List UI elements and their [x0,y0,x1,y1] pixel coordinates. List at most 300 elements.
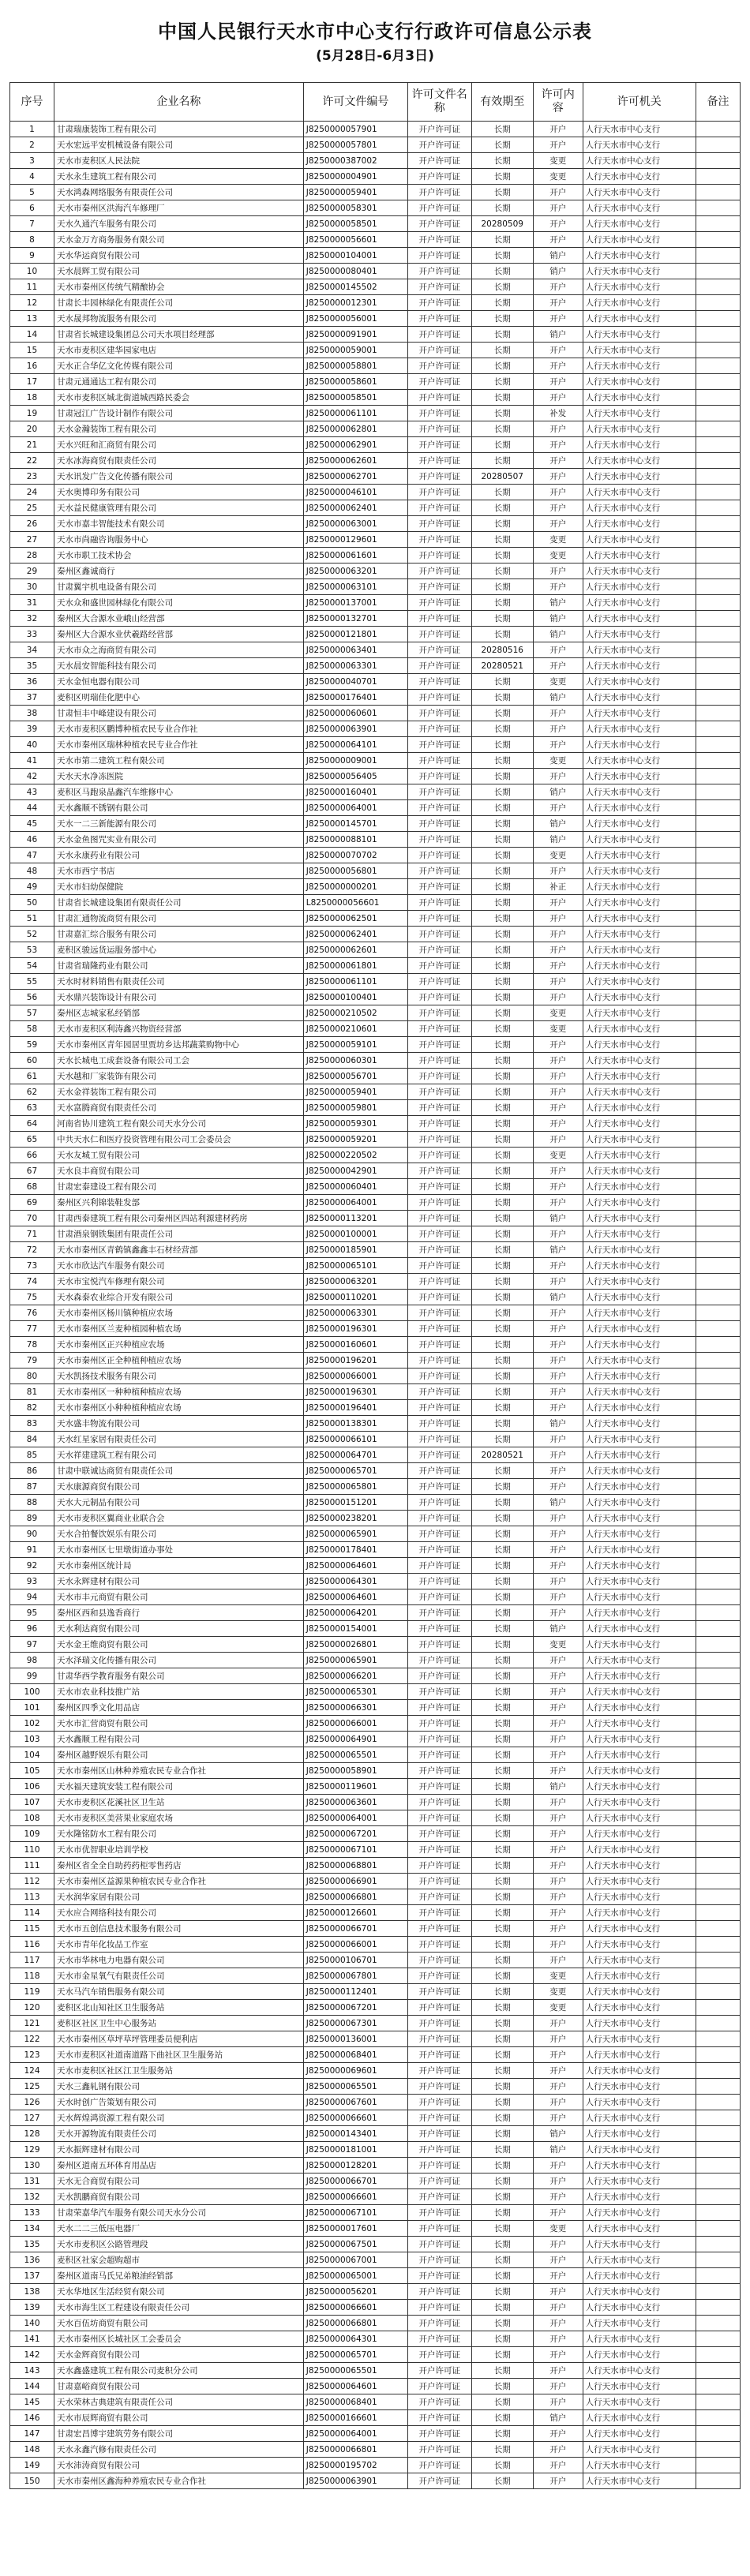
cell-note [696,1810,740,1826]
cell-license-code: J8250000066001 [303,1937,407,1953]
cell-no: 135 [10,2237,54,2252]
cell-no: 92 [10,1558,54,1574]
cell-valid-until: 长期 [471,1163,533,1179]
cell-authority: 人行天水市中心支行 [583,2189,696,2205]
table-row [10,974,741,990]
cell-license-code: J8250000166601 [303,2410,407,2426]
cell-license-name: 开户许可证 [407,1368,471,1384]
cell-no: 6 [10,200,54,216]
cell-license-code: J8250000178401 [303,1542,407,1558]
cell-valid-until: 长期 [471,2000,533,2016]
cell-content: 销户 [533,2126,583,2142]
cell-content: 销户 [533,248,583,264]
cell-license-code: J8250000100001 [303,1226,407,1242]
cell-license-name: 开户许可证 [407,2347,471,2363]
cell-authority: 人行天水市中心支行 [583,453,696,469]
cell-note [696,1400,740,1416]
cell-content: 开户 [533,2095,583,2110]
cell-company: 天水金祥装饰工程有限公司 [54,1084,303,1100]
table-row [10,1447,741,1463]
cell-authority: 人行天水市中心支行 [583,1337,696,1353]
cell-content: 补发 [533,406,583,421]
cell-license-name: 开户许可证 [407,848,471,863]
cell-note [696,611,740,627]
cell-no: 100 [10,1684,54,1700]
cell-license-code: J8250000056601 [303,232,407,248]
cell-company: 天水市麦积区人民法院 [54,153,303,169]
cell-content: 开户 [533,2316,583,2331]
cell-authority: 人行天水市中心支行 [583,1274,696,1290]
table-row [10,1005,741,1021]
cell-no: 79 [10,1353,54,1368]
cell-authority: 人行天水市中心支行 [583,469,696,485]
cell-license-name: 开户许可证 [407,500,471,516]
table-row [10,390,741,406]
cell-company: 秦州区省全全自助药药柜零售药店 [54,1858,303,1874]
cell-valid-until: 长期 [471,1037,533,1053]
cell-license-name: 开户许可证 [407,1874,471,1889]
cell-content: 变更 [533,2000,583,2016]
cell-content: 变更 [533,753,583,769]
cell-license-code: L8250000056601 [303,895,407,911]
cell-company: 天水金鱼图咒实业有限公司 [54,832,303,848]
cell-note [696,1242,740,1258]
cell-note [696,2268,740,2284]
cell-valid-until: 20280516 [471,642,533,658]
cell-valid-until: 长期 [471,2473,533,2489]
cell-no: 123 [10,2047,54,2063]
cell-license-name: 开户许可证 [407,311,471,327]
table-row [10,2000,741,2016]
cell-no: 23 [10,469,54,485]
cell-company: 天水市金星氧气有限责任公司 [54,1968,303,1984]
table-row [10,2300,741,2316]
cell-authority: 人行天水市中心支行 [583,248,696,264]
cell-license-code: J8250000196301 [303,1384,407,1400]
cell-license-name: 开户许可证 [407,1511,471,1526]
page-subtitle: (5月28日-6月3日) [316,48,434,64]
cell-content: 开户 [533,2473,583,2489]
cell-valid-until: 长期 [471,1495,533,1511]
cell-note [696,1921,740,1937]
cell-license-code: J8250000067001 [303,2252,407,2268]
table-row [10,437,741,453]
cell-authority: 人行天水市中心支行 [583,1542,696,1558]
cell-valid-until: 长期 [471,1195,533,1211]
cell-authority: 人行天水市中心支行 [583,279,696,295]
cell-no: 40 [10,737,54,753]
cell-content: 开户 [533,1732,583,1747]
table-row [10,690,741,706]
cell-content: 开户 [533,1589,583,1605]
cell-valid-until: 长期 [471,2158,533,2174]
cell-note [696,2142,740,2158]
cell-authority: 人行天水市中心支行 [583,1384,696,1400]
cell-valid-until: 长期 [471,1984,533,2000]
cell-license-code: J8250000065501 [303,1747,407,1763]
cell-valid-until: 长期 [471,1858,533,1874]
cell-license-name: 开户许可证 [407,185,471,200]
table-row [10,2095,741,2110]
cell-authority: 人行天水市中心支行 [583,1447,696,1463]
cell-no: 107 [10,1795,54,1810]
cell-content: 开户 [533,642,583,658]
cell-license-code: J8250000063201 [303,1274,407,1290]
cell-no: 80 [10,1368,54,1384]
cell-no: 42 [10,769,54,784]
cell-company: 天水市秦州区洪海汽车修理厂 [54,200,303,216]
cell-license-name: 开户许可证 [407,1163,471,1179]
cell-company: 秦州区四季文化用品店 [54,1700,303,1716]
cell-no: 30 [10,579,54,595]
cell-no: 78 [10,1337,54,1353]
table-row [10,1400,741,1416]
cell-content: 开户 [533,516,583,532]
cell-authority: 人行天水市中心支行 [583,1432,696,1447]
cell-no: 90 [10,1526,54,1542]
cell-no: 109 [10,1826,54,1842]
cell-content: 开户 [533,2300,583,2316]
cell-content: 开户 [533,863,583,879]
cell-authority: 人行天水市中心支行 [583,232,696,248]
cell-valid-until: 长期 [471,1021,533,1037]
cell-authority: 人行天水市中心支行 [583,800,696,816]
cell-note [696,358,740,374]
cell-company: 天水良丰商贸有限公司 [54,1163,303,1179]
table-row [10,1416,741,1432]
table-row [10,784,741,800]
table-row [10,1874,741,1889]
table-row [10,1637,741,1653]
cell-authority: 人行天水市中心支行 [583,1195,696,1211]
cell-license-code: J8250000056201 [303,2284,407,2300]
table-row [10,832,741,848]
cell-license-code: J8250000060301 [303,1053,407,1069]
table-row [10,169,741,185]
cell-company: 甘肃恒丰中峰建设有限公司 [54,706,303,721]
cell-valid-until: 长期 [471,2300,533,2316]
cell-authority: 人行天水市中心支行 [583,1716,696,1732]
cell-valid-until: 长期 [471,690,533,706]
cell-license-name: 开户许可证 [407,2063,471,2079]
cell-license-code: J8250000064301 [303,1574,407,1589]
cell-valid-until: 长期 [471,611,533,627]
table-row [10,1889,741,1905]
cell-license-code: J8250000064001 [303,1195,407,1211]
cell-no: 20 [10,421,54,437]
cell-license-code: J8250000058601 [303,374,407,390]
cell-license-name: 开户许可证 [407,1621,471,1637]
cell-authority: 人行天水市中心支行 [583,1242,696,1258]
cell-note [696,769,740,784]
table-row [10,1763,741,1779]
cell-content: 开户 [533,1432,583,1447]
table-row [10,453,741,469]
cell-no: 21 [10,437,54,453]
table-row [10,1100,741,1116]
cell-company: 天水市秦州区山林种养殖农民专业合作社 [54,1763,303,1779]
cell-no: 7 [10,216,54,232]
cell-authority: 人行天水市中心支行 [583,2047,696,2063]
cell-valid-until: 长期 [471,863,533,879]
cell-content: 销户 [533,1779,583,1795]
cell-no: 81 [10,1384,54,1400]
cell-license-code: J8250000064201 [303,1605,407,1621]
cell-license-code: J8250000210502 [303,1005,407,1021]
cell-note [696,2095,740,2110]
table-row [10,1589,741,1605]
cell-license-name: 开户许可证 [407,2300,471,2316]
cell-content: 开户 [533,1258,583,1274]
table-row [10,721,741,737]
cell-note [696,1148,740,1163]
cell-valid-until: 长期 [471,1226,533,1242]
cell-valid-until: 长期 [471,1874,533,1889]
cell-license-code: J8250000068401 [303,2047,407,2063]
cell-valid-until: 长期 [471,1479,533,1495]
cell-content: 开户 [533,1447,583,1463]
cell-authority: 人行天水市中心支行 [583,974,696,990]
cell-license-name: 开户许可证 [407,2426,471,2442]
cell-valid-until: 长期 [471,816,533,832]
table-row [10,816,741,832]
cell-content: 开户 [533,1810,583,1826]
cell-no: 111 [10,1858,54,1874]
cell-note [696,927,740,942]
cell-license-code: J8250000063901 [303,721,407,737]
cell-no: 44 [10,800,54,816]
cell-company: 天水市秦州区正兴种植应农场 [54,1337,303,1353]
cell-content: 销户 [533,611,583,627]
cell-license-code: J8250000091901 [303,327,407,343]
cell-license-code: J8250000064901 [303,1732,407,1747]
cell-authority: 人行天水市中心支行 [583,1084,696,1100]
cell-no: 3 [10,153,54,169]
cell-no: 45 [10,816,54,832]
cell-license-name: 开户许可证 [407,1842,471,1858]
cell-note [696,279,740,295]
cell-content: 变更 [533,153,583,169]
table-row [10,1653,741,1668]
cell-no: 143 [10,2363,54,2379]
cell-note [696,390,740,406]
cell-authority: 人行天水市中心支行 [583,1605,696,1621]
cell-license-code: J8250000057901 [303,122,407,137]
cell-company: 天水友城工贸有限公司 [54,1148,303,1163]
cell-license-name: 开户许可证 [407,1274,471,1290]
cell-license-code: J8250000059401 [303,1084,407,1100]
cell-license-name: 开户许可证 [407,2473,471,2489]
cell-license-name: 开户许可证 [407,958,471,974]
cell-company: 天水凯扬技术服务有限公司 [54,1368,303,1384]
cell-content: 销户 [533,1211,583,1226]
cell-license-name: 开户许可证 [407,2110,471,2126]
cell-valid-until: 长期 [471,295,533,311]
table-row [10,264,741,279]
cell-content: 变更 [533,2221,583,2237]
cell-license-name: 开户许可证 [407,863,471,879]
table-row [10,200,741,216]
cell-content: 销户 [533,1242,583,1258]
cell-valid-until: 长期 [471,437,533,453]
page-title: 中国人民银行天水市中心支行行政许可信息公示表 [158,21,592,43]
cell-license-code: J8250000145502 [303,279,407,295]
cell-valid-until: 长期 [471,2442,533,2458]
cell-no: 85 [10,1447,54,1463]
table-row [10,2379,741,2394]
cell-authority: 人行天水市中心支行 [583,2316,696,2331]
cell-license-code: J8250000062401 [303,500,407,516]
cell-license-name: 开户许可证 [407,1337,471,1353]
cell-license-code: J8250000065801 [303,1479,407,1495]
cell-company: 天水市麦积区建华园家电店 [54,343,303,358]
cell-company: 天水金恒电器有限公司 [54,674,303,690]
cell-note [696,1637,740,1653]
cell-license-code: J8250000136001 [303,2031,407,2047]
header-valid-until: 有效期至 [471,83,533,122]
table-row [10,706,741,721]
cell-company: 天水永鑫汽修有限责任公司 [54,2442,303,2458]
cell-note [696,374,740,390]
table-row [10,769,741,784]
cell-note [696,564,740,579]
cell-content: 开户 [533,1384,583,1400]
cell-authority: 人行天水市中心支行 [583,1069,696,1084]
cell-valid-until: 长期 [471,406,533,421]
cell-company: 天水市秦州区正全种植种植应农场 [54,1353,303,1368]
cell-company: 天水祥建建筑工程有限公司 [54,1447,303,1463]
cell-company: 天水市尚融咨询服务中心 [54,532,303,548]
cell-license-code: J8250000066801 [303,1889,407,1905]
cell-no: 108 [10,1810,54,1826]
cell-license-code: J8250000057801 [303,137,407,153]
header-note: 备注 [696,83,740,122]
cell-license-name: 开户许可证 [407,2031,471,2047]
cell-company: 天水一二三新能源有限公司 [54,816,303,832]
cell-valid-until: 长期 [471,532,533,548]
cell-authority: 人行天水市中心支行 [583,406,696,421]
cell-note [696,1037,740,1053]
cell-note [696,1479,740,1495]
cell-license-name: 开户许可证 [407,1668,471,1684]
table-row [10,1968,741,1984]
table-row [10,1463,741,1479]
cell-authority: 人行天水市中心支行 [583,1747,696,1763]
cell-valid-until: 长期 [471,2379,533,2394]
cell-company: 天水正合华亿文化传媒有限公司 [54,358,303,374]
cell-note [696,2221,740,2237]
cell-license-name: 开户许可证 [407,1495,471,1511]
cell-license-name: 开户许可证 [407,1479,471,1495]
cell-note [696,1447,740,1463]
cell-note [696,1132,740,1148]
cell-license-code: J8250000160601 [303,1337,407,1353]
cell-no: 5 [10,185,54,200]
cell-authority: 人行天水市中心支行 [583,2126,696,2142]
cell-license-code: J8250000066601 [303,2110,407,2126]
table-row [10,2174,741,2189]
cell-authority: 人行天水市中心支行 [583,990,696,1005]
cell-content: 开户 [533,1826,583,1842]
cell-license-name: 开户许可证 [407,753,471,769]
cell-valid-until: 长期 [471,343,533,358]
cell-license-code: J8250000119601 [303,1779,407,1795]
cell-license-code: J8250000066801 [303,2442,407,2458]
table-body [10,122,741,2489]
table-row [10,2442,741,2458]
cell-company: 天水冰海商贸有限责任公司 [54,453,303,469]
cell-license-name: 开户许可证 [407,721,471,737]
cell-valid-until: 长期 [471,2347,533,2363]
cell-license-code: J8250000064601 [303,1589,407,1605]
cell-authority: 人行天水市中心支行 [583,185,696,200]
cell-content: 开户 [533,343,583,358]
table-row [10,1542,741,1558]
cell-company: 秦州区大合源水业伏羲路经营部 [54,627,303,642]
table-row [10,500,741,516]
cell-license-code: J8250000058501 [303,390,407,406]
cell-license-code: J8250000137001 [303,595,407,611]
cell-valid-until: 长期 [471,2284,533,2300]
table-row [10,1337,741,1353]
cell-license-code: J8250000066601 [303,2189,407,2205]
cell-authority: 人行天水市中心支行 [583,2252,696,2268]
cell-valid-until: 长期 [471,500,533,516]
cell-valid-until: 长期 [471,990,533,1005]
table-row [10,1132,741,1148]
cell-valid-until: 长期 [471,1463,533,1479]
cell-company: 天水市麦积区公路管理段 [54,2237,303,2252]
cell-content: 开户 [533,706,583,721]
cell-company: 甘肃元通通达工程有限公司 [54,374,303,390]
cell-no: 28 [10,548,54,564]
cell-license-code: J8250000185901 [303,1242,407,1258]
cell-no: 47 [10,848,54,863]
cell-valid-until: 长期 [471,2221,533,2237]
cell-no: 142 [10,2347,54,2363]
cell-company: 天水益民健康管理有限公司 [54,500,303,516]
cell-note [696,895,740,911]
cell-company: 天水泽瑞文化传播有限公司 [54,1653,303,1668]
cell-content: 开户 [533,1305,583,1321]
cell-authority: 人行天水市中心支行 [583,1258,696,1274]
cell-company: 甘肃省长城建设集团有限责任公司 [54,895,303,911]
cell-license-code: J8250000062601 [303,453,407,469]
cell-license-code: J8250000067201 [303,2000,407,2016]
cell-license-name: 开户许可证 [407,2410,471,2426]
cell-no: 77 [10,1321,54,1337]
cell-authority: 人行天水市中心支行 [583,485,696,500]
cell-content: 开户 [533,2458,583,2473]
cell-no: 50 [10,895,54,911]
cell-no: 2 [10,137,54,153]
cell-company: 麦积区社家会超购超市 [54,2252,303,2268]
cell-company: 天水辉煌鸿资源工程有限公司 [54,2110,303,2126]
cell-note [696,721,740,737]
cell-no: 112 [10,1874,54,1889]
table-row [10,122,741,137]
cell-content: 开户 [533,564,583,579]
cell-license-code: J8250000059801 [303,1100,407,1116]
cell-content: 开户 [533,295,583,311]
cell-authority: 人行天水市中心支行 [583,1589,696,1605]
cell-content: 开户 [533,1558,583,1574]
cell-note [696,421,740,437]
cell-valid-until: 长期 [471,2268,533,2284]
cell-no: 74 [10,1274,54,1290]
cell-authority: 人行天水市中心支行 [583,1353,696,1368]
cell-note [696,1684,740,1700]
